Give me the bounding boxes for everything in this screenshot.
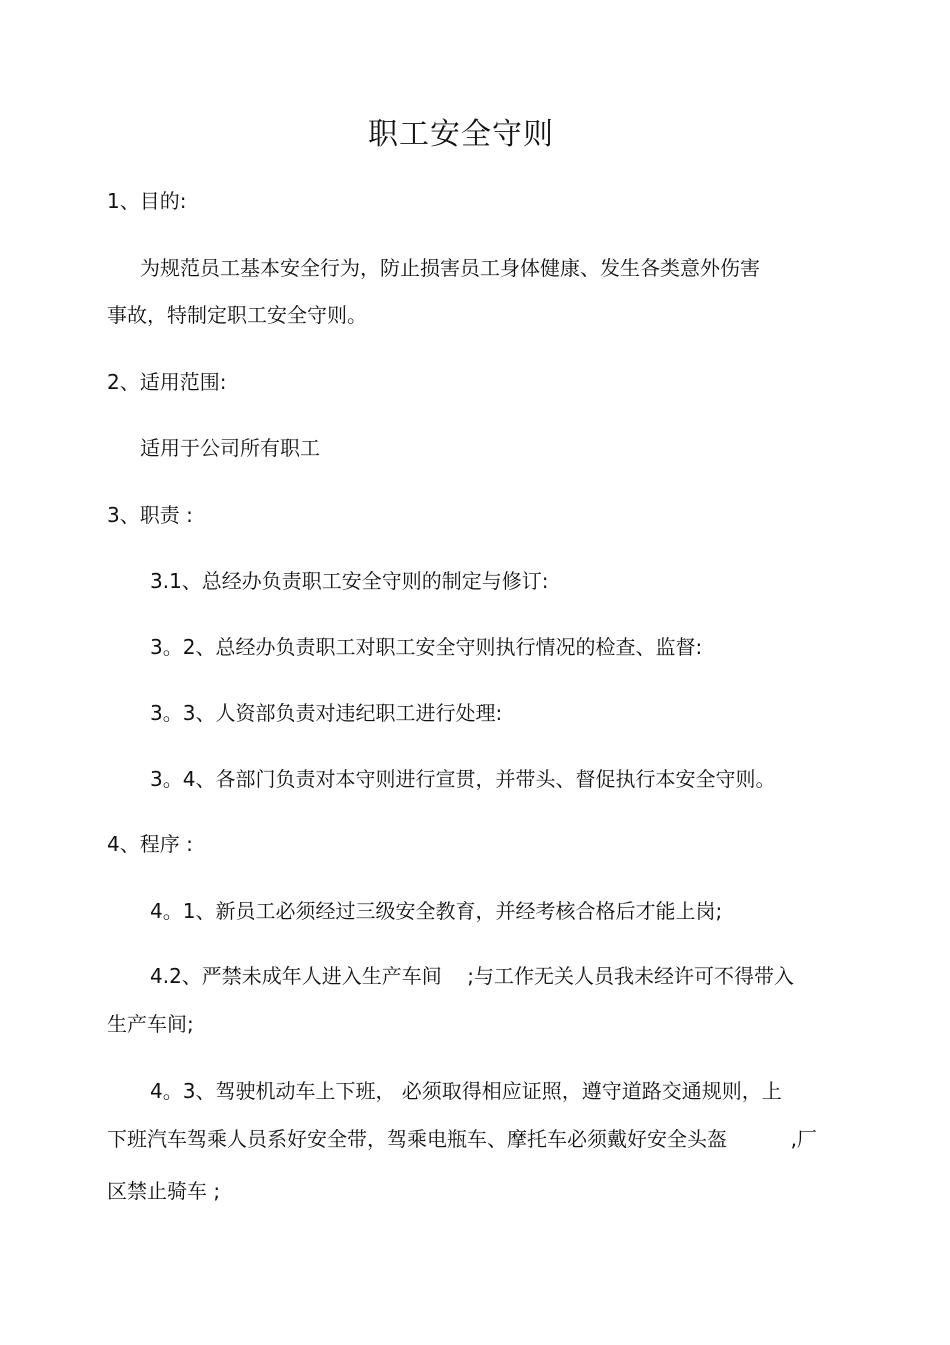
paragraph-line: 为规范员工基本安全行为，防止损害员工身体健康、发生各类意外伤害 xyxy=(140,256,760,280)
section-heading-purpose: 1、目的: xyxy=(107,189,187,213)
list-item: 3.1、总经办负责职工安全守则的制定与修订: xyxy=(150,569,549,593)
section-heading-responsibilities: 3、职责 : xyxy=(107,503,193,527)
section-heading-scope: 2、适用范围: xyxy=(107,370,227,394)
list-item: 4。3、驾驶机动车上下班， 必须取得相应证照，遵守道路交通规则，上 xyxy=(150,1079,782,1103)
list-item: 4.2、严禁未成年人进入生产车间 ;与工作无关人员我未经许可不得带入 xyxy=(150,964,794,988)
paragraph-line: 事故，特制定职工安全守则。 xyxy=(107,303,367,327)
list-item: 3。2、总经办负责职工对职工安全守则执行情况的检查、监督: xyxy=(150,635,703,659)
document-title: 职工安全守则 xyxy=(368,117,554,152)
paragraph-line: 适用于公司所有职工 xyxy=(140,436,320,460)
section-heading-procedure: 4、程序 : xyxy=(107,832,193,856)
list-item: 3。4、各部门负责对本守则进行宣贯，并带头、督促执行本安全守则。 xyxy=(150,767,776,791)
list-item: 4。1、新员工必须经过三级安全教育，并经考核合格后才能上岗; xyxy=(150,899,723,923)
list-item-continuation: 生产车间; xyxy=(107,1012,194,1036)
list-item: 3。3、人资部负责对违纪职工进行处理: xyxy=(150,701,503,725)
list-item-continuation: 下班汽车驾乘人员系好安全带，驾乘电瓶车、摩托车必须戴好安全头盔 ,厂 xyxy=(107,1127,817,1151)
list-item-continuation: 区禁止骑车 ; xyxy=(107,1179,221,1203)
